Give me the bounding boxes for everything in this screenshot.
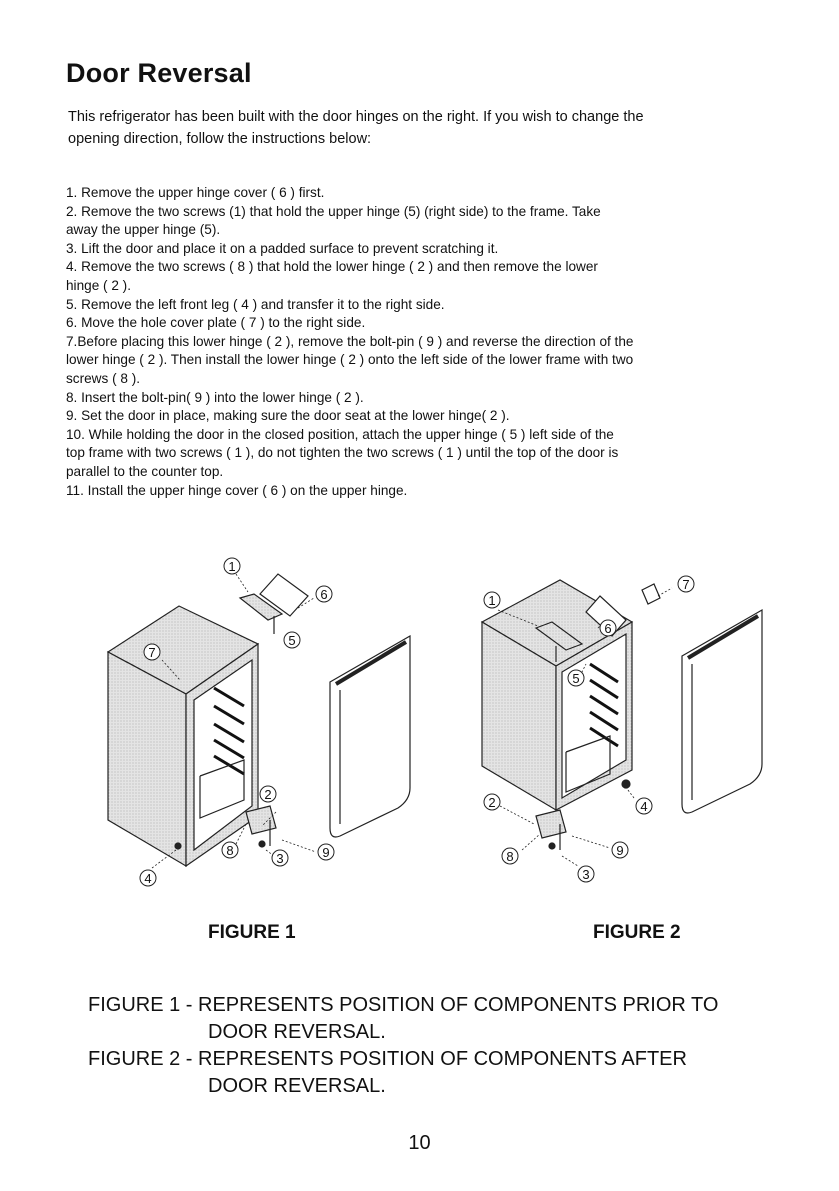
- intro-line: opening direction, follow the instructions below:: [68, 131, 372, 147]
- intro-paragraph: [68, 106, 788, 150]
- caption-lead: FIGURE 2 - REPRESENTS POSITION OF COMPONENTS AFTER: [88, 1048, 687, 1070]
- fig1-callout-6: [316, 586, 332, 602]
- fig2-hole-cover-plate: [642, 584, 660, 604]
- step-line: screws ( 8 ).: [66, 370, 141, 386]
- svg-text:8: 8: [506, 849, 514, 864]
- svg-text:3: 3: [582, 867, 590, 882]
- caption-figure1: [88, 992, 718, 1046]
- svg-text:4: 4: [144, 871, 152, 886]
- instruction-steps: [66, 184, 786, 500]
- fig1-callout-3: [272, 850, 288, 866]
- step-line: 7.Before placing this lower hinge ( 2 ), remove the bolt-pin ( 9 ) and reverse the direction of the: [66, 333, 634, 349]
- step-line: 5. Remove the left front leg ( 4 ) and transfer it to the right side.: [66, 296, 445, 312]
- fig2-callout-4: [636, 798, 652, 814]
- page-number: 10: [408, 1132, 431, 1154]
- svg-text:9: 9: [322, 845, 330, 860]
- step-line: 3. Lift the door and place it on a padded surface to prevent scratching it.: [66, 240, 499, 256]
- fig2-callout-8: [502, 848, 518, 864]
- svg-text:9: 9: [616, 843, 624, 858]
- step-line: 6. Move the hole cover plate ( 7 ) to the right side.: [66, 315, 366, 331]
- svg-text:8: 8: [226, 843, 234, 858]
- figure1-drawing: [108, 574, 410, 868]
- svg-text:2: 2: [488, 795, 496, 810]
- svg-text:4: 4: [640, 799, 648, 814]
- step-line: parallel to the counter top.: [66, 463, 224, 479]
- fig2-callout-3: [578, 866, 594, 882]
- svg-text:5: 5: [288, 633, 296, 648]
- svg-text:7: 7: [148, 645, 156, 660]
- step-line: 8. Insert the bolt-pin( 9 ) into the lower hinge ( 2 ).: [66, 389, 364, 405]
- caption-continuation: DOOR REVERSAL.: [208, 1075, 386, 1097]
- fig1-callout-2: [260, 786, 276, 802]
- step-line: hinge ( 2 ).: [66, 277, 131, 293]
- figure2-drawing: [482, 580, 762, 866]
- figure1-label: FIGURE 1: [208, 922, 296, 943]
- fig2-callout-5: [568, 670, 584, 686]
- fig2-callout-1: [484, 592, 500, 608]
- fig2-callout-7: [678, 576, 694, 592]
- fig1-callout-9: [318, 844, 334, 860]
- step-line: lower hinge ( 2 ). Then install the lower hinge ( 2 ) onto the left side of the lower frame with two: [66, 352, 634, 368]
- caption-continuation: DOOR REVERSAL.: [208, 1021, 386, 1043]
- page-title: Door Reversal: [66, 58, 252, 88]
- step-line: 2. Remove the two screws (1) that hold the upper hinge (5) (right side) to the frame. Take: [66, 203, 601, 219]
- svg-text:1: 1: [228, 559, 236, 574]
- svg-text:5: 5: [572, 671, 580, 686]
- intro-line: This refrigerator has been built with the door hinges on the right. If you wish to change the: [68, 109, 644, 125]
- fig2-callout-2: [484, 794, 500, 810]
- step-line: away the upper hinge (5).: [66, 222, 221, 238]
- svg-text:6: 6: [604, 621, 612, 636]
- fig2-lower-hinge: [536, 810, 566, 838]
- step-line: top frame with two screws ( 1 ), do not tighten the two screws ( 1 ) until the top of the door is: [66, 445, 619, 461]
- svg-text:6: 6: [320, 587, 328, 602]
- caption-lead: FIGURE 1 - REPRESENTS POSITION OF COMPONENTS PRIOR TO: [88, 994, 719, 1016]
- fig1-callout-8: [222, 842, 238, 858]
- fig1-callout-4: [140, 870, 156, 886]
- step-line: 1. Remove the upper hinge cover ( 6 ) first.: [66, 185, 325, 200]
- caption-figure2: [88, 1046, 687, 1100]
- svg-text:7: 7: [682, 577, 690, 592]
- fig1-callout-7: [144, 644, 160, 660]
- step-line: 10. While holding the door in the closed position, attach the upper hinge ( 5 ) left side of the: [66, 426, 614, 442]
- svg-text:3: 3: [276, 851, 284, 866]
- svg-text:1: 1: [488, 593, 496, 608]
- figure2-label: FIGURE 2: [593, 922, 681, 943]
- door-reversal-diagram: [0, 550, 839, 900]
- fig1-callout-1: [224, 558, 240, 574]
- step-line: 11. Install the upper hinge cover ( 6 ) on the upper hinge.: [66, 482, 408, 498]
- svg-text:2: 2: [264, 787, 272, 802]
- step-line: 4. Remove the two screws ( 8 ) that hold the lower hinge ( 2 ) and then remove the lower: [66, 259, 598, 275]
- fig1-door: [330, 636, 410, 837]
- fig1-callout-5: [284, 632, 300, 648]
- fig2-callout-6: [600, 620, 616, 636]
- step-line: 9. Set the door in place, making sure the door seat at the lower hinge( 2 ).: [66, 408, 510, 424]
- fig2-callout-9: [612, 842, 628, 858]
- fig2-door: [682, 610, 762, 813]
